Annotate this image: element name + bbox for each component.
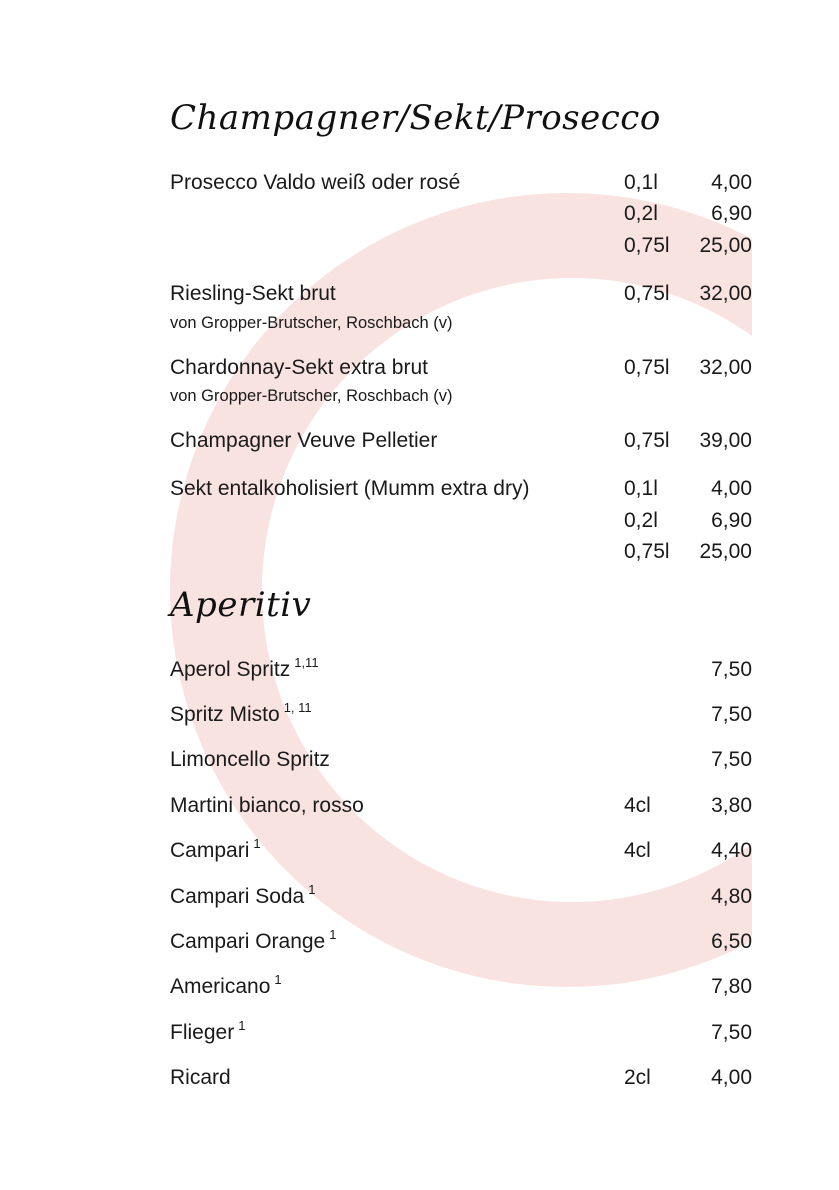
item-volume: 0,75l — [624, 234, 670, 257]
item-price: 4,80 — [711, 885, 752, 908]
item-name: Chardonnay-Sekt extra brut — [170, 356, 428, 379]
allergen-footnote: 1,11 — [294, 655, 319, 670]
item-volume: 0,75l — [624, 540, 670, 563]
item-volume: 0,2l — [624, 509, 658, 532]
menu-item-chardonnay-sekt — [170, 354, 752, 382]
allergen-footnote: 1 — [238, 1018, 246, 1033]
item-price: 7,80 — [711, 975, 752, 998]
item-volume: 0,1l — [624, 477, 658, 500]
item-name: Martini bianco, rosso — [170, 794, 364, 817]
item-price: 6,90 — [711, 509, 752, 532]
menu-item-campari-soda — [170, 883, 752, 911]
item-name: Campari $^1$ — [170, 836, 261, 862]
item-price: 4,00 — [711, 171, 752, 194]
item-price: 7,50 — [711, 703, 752, 726]
item-name: Americano $^1$ — [170, 972, 282, 998]
menu-item-flieger — [170, 1019, 752, 1047]
item-name: Campari Soda $^1$ — [170, 882, 316, 908]
item-name: Limoncello Spritz — [170, 748, 330, 771]
item-name: Campari Orange $^1$ — [170, 927, 337, 953]
item-name: Riesling-Sekt brut — [170, 282, 336, 305]
menu-item-sekt-entalkoholisiert — [170, 475, 752, 503]
item-price: 6,50 — [711, 930, 752, 953]
item-volume: 4cl — [624, 839, 651, 862]
section-title-champagner: Champagner/Sekt/Prosecco — [170, 98, 661, 138]
item-subtitle: von Gropper-Brutscher, Roschbach (v) — [170, 387, 453, 405]
menu-item-sekt-entalkoholisiert-offer — [170, 507, 752, 535]
item-name: Ricard — [170, 1066, 231, 1089]
item-price: 6,90 — [711, 202, 752, 225]
item-price: 39,00 — [699, 429, 752, 452]
menu-item-riesling-sekt — [170, 280, 752, 308]
menu-item-ricard — [170, 1064, 752, 1092]
item-volume: 4cl — [624, 794, 651, 817]
menu-item-campari — [170, 837, 752, 865]
menu-item-sekt-entalkoholisiert-offer — [170, 538, 752, 566]
item-name: Champagner Veuve Pelletier — [170, 429, 438, 452]
item-price: 7,50 — [711, 748, 752, 771]
menu-item-limoncello-spritz — [170, 746, 752, 774]
item-name: Aperol Spritz $^{1,11}$ — [170, 655, 319, 681]
item-price: 25,00 — [699, 234, 752, 257]
item-price: 4,40 — [711, 839, 752, 862]
item-name: Flieger $^1$ — [170, 1018, 246, 1044]
section-title-aperitiv: Aperitiv — [170, 585, 312, 625]
item-volume: 2cl — [624, 1066, 651, 1089]
item-name: Prosecco Valdo weiß oder rosé — [170, 171, 461, 194]
item-price: 7,50 — [711, 658, 752, 681]
item-volume: 0,75l — [624, 282, 670, 305]
item-price: 4,00 — [711, 1066, 752, 1089]
menu-item-martini — [170, 792, 752, 820]
item-price: 32,00 — [699, 282, 752, 305]
allergen-footnote: 1 — [253, 836, 261, 851]
item-volume: 0,75l — [624, 429, 670, 452]
allergen-footnote: 1 — [329, 927, 337, 942]
menu-item-prosecco-offer — [170, 232, 752, 260]
menu-item-aperol-spritz — [170, 656, 752, 684]
menu-item-prosecco — [170, 169, 752, 197]
item-price: 25,00 — [699, 540, 752, 563]
allergen-footnote: 1 — [274, 972, 282, 987]
menu-item-americano — [170, 973, 752, 1001]
menu-item-spritz-misto — [170, 701, 752, 729]
item-subtitle: von Gropper-Brutscher, Roschbach (v) — [170, 314, 453, 332]
item-volume: 0,2l — [624, 202, 658, 225]
item-name: Sekt entalkoholisiert (Mumm extra dry) — [170, 477, 530, 500]
item-price: 3,80 — [711, 794, 752, 817]
item-volume: 0,75l — [624, 356, 670, 379]
allergen-footnote: 1, 11 — [283, 700, 312, 715]
item-price: 4,00 — [711, 477, 752, 500]
menu-item-champagner-veuve — [170, 427, 752, 455]
menu-item-prosecco-offer — [170, 200, 752, 228]
allergen-footnote: 1 — [308, 882, 316, 897]
menu-item-campari-orange — [170, 928, 752, 956]
item-name: Spritz Misto $^{1, 11}$ — [170, 700, 312, 726]
item-volume: 0,1l — [624, 171, 658, 194]
item-price: 7,50 — [711, 1021, 752, 1044]
item-price: 32,00 — [699, 356, 752, 379]
